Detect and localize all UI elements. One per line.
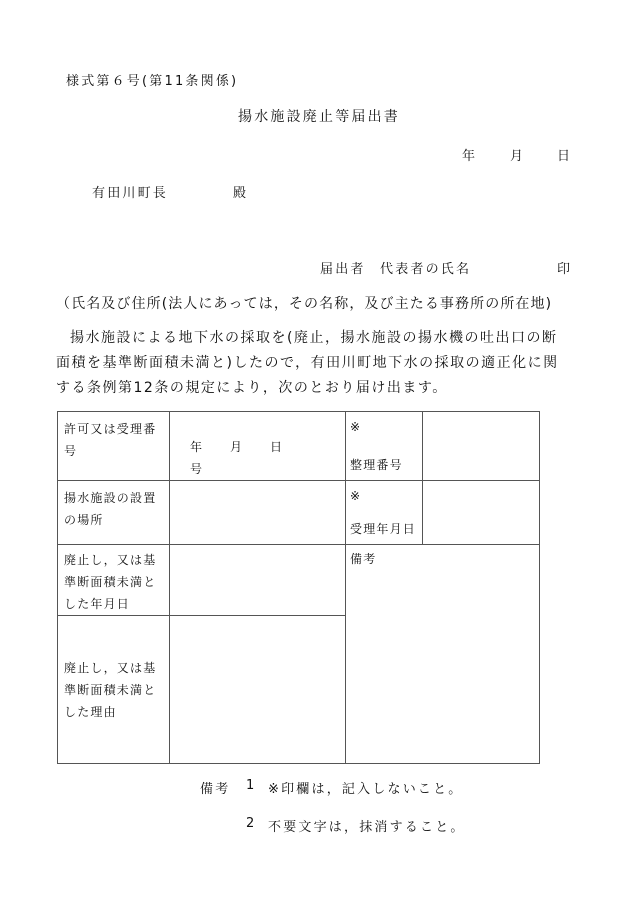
permit-day-label: 日 — [270, 440, 284, 454]
notifier-note: （氏名及び住所(法人にあっては，その名称，及び主たる事務所の所在地) — [56, 296, 553, 312]
addressee-name: 有田川町長 — [92, 186, 169, 201]
permit-date-cell[interactable] — [170, 412, 346, 481]
body-line-3: する条例第12条の規定により，次のとおり届け出ます。 — [56, 380, 448, 396]
footer-note-1-text: ※印欄は，記入しないこと。 — [268, 782, 464, 797]
notifier-label: 届出者 — [320, 262, 366, 277]
body-line-2: 面積を基準断面積未満と)したので，有田川町地下水の採取の適正化に関 — [56, 355, 559, 371]
abolish-date-label-cell — [58, 545, 170, 616]
ref-number-field — [423, 412, 540, 481]
office-use-mark: ※ — [350, 420, 362, 434]
form-number: 様式第６号(第11条関係) — [66, 74, 239, 89]
seal-mark: 印 — [557, 262, 571, 277]
location-field[interactable] — [170, 481, 346, 545]
date-year-label: 年 — [462, 149, 476, 164]
page-title: 揚水施設廃止等届出書 — [238, 109, 400, 125]
location-label: 揚水施設の設置の場所 — [64, 491, 157, 527]
ref-number-label: 整理番号 — [350, 458, 403, 472]
permit-year-label: 年 — [190, 440, 204, 454]
received-date-label-cell — [346, 481, 423, 545]
received-date-field — [423, 481, 540, 545]
body-line-1: 揚水施設による地下水の採取を(廃止，揚水施設の揚水機の吐出口の断 — [70, 330, 558, 346]
reason-field[interactable] — [170, 616, 346, 764]
addressee-honorific: 殿 — [233, 186, 247, 201]
permit-number-suffix: 号 — [190, 462, 204, 476]
footer-note-1-number: 1 — [246, 778, 255, 793]
footer-note-2-text: 不要文字は，抹消すること。 — [268, 820, 466, 835]
footer-remarks-heading: 備考 — [200, 782, 231, 797]
permit-month-label: 月 — [230, 440, 244, 454]
remarks-cell[interactable] — [346, 545, 540, 764]
reason-label-cell — [58, 616, 170, 764]
body-paragraph — [56, 326, 576, 401]
notification-form-table — [57, 411, 540, 764]
office-use-mark-2: ※ — [350, 489, 362, 503]
reason-label: 廃止し，又は基準断面積未満とした理由 — [64, 660, 157, 719]
footer-note-2-number: 2 — [246, 816, 255, 831]
permit-number-label: 許可又は受理番号 — [64, 422, 157, 458]
permit-number-label-cell — [58, 412, 170, 481]
remarks-label: 備考 — [350, 552, 377, 566]
date-day-label: 日 — [557, 149, 571, 164]
location-label-cell — [58, 481, 170, 545]
abolish-date-field[interactable] — [170, 545, 346, 616]
date-month-label: 月 — [510, 149, 524, 164]
permit-date-row — [170, 412, 345, 480]
ref-number-label-cell — [346, 412, 423, 481]
representative-label: 代表者の氏名 — [380, 262, 472, 277]
abolish-date-label: 廃止し，又は基準断面積未満とした年月日 — [64, 553, 157, 611]
received-date-label: 受理年月日 — [350, 522, 417, 536]
